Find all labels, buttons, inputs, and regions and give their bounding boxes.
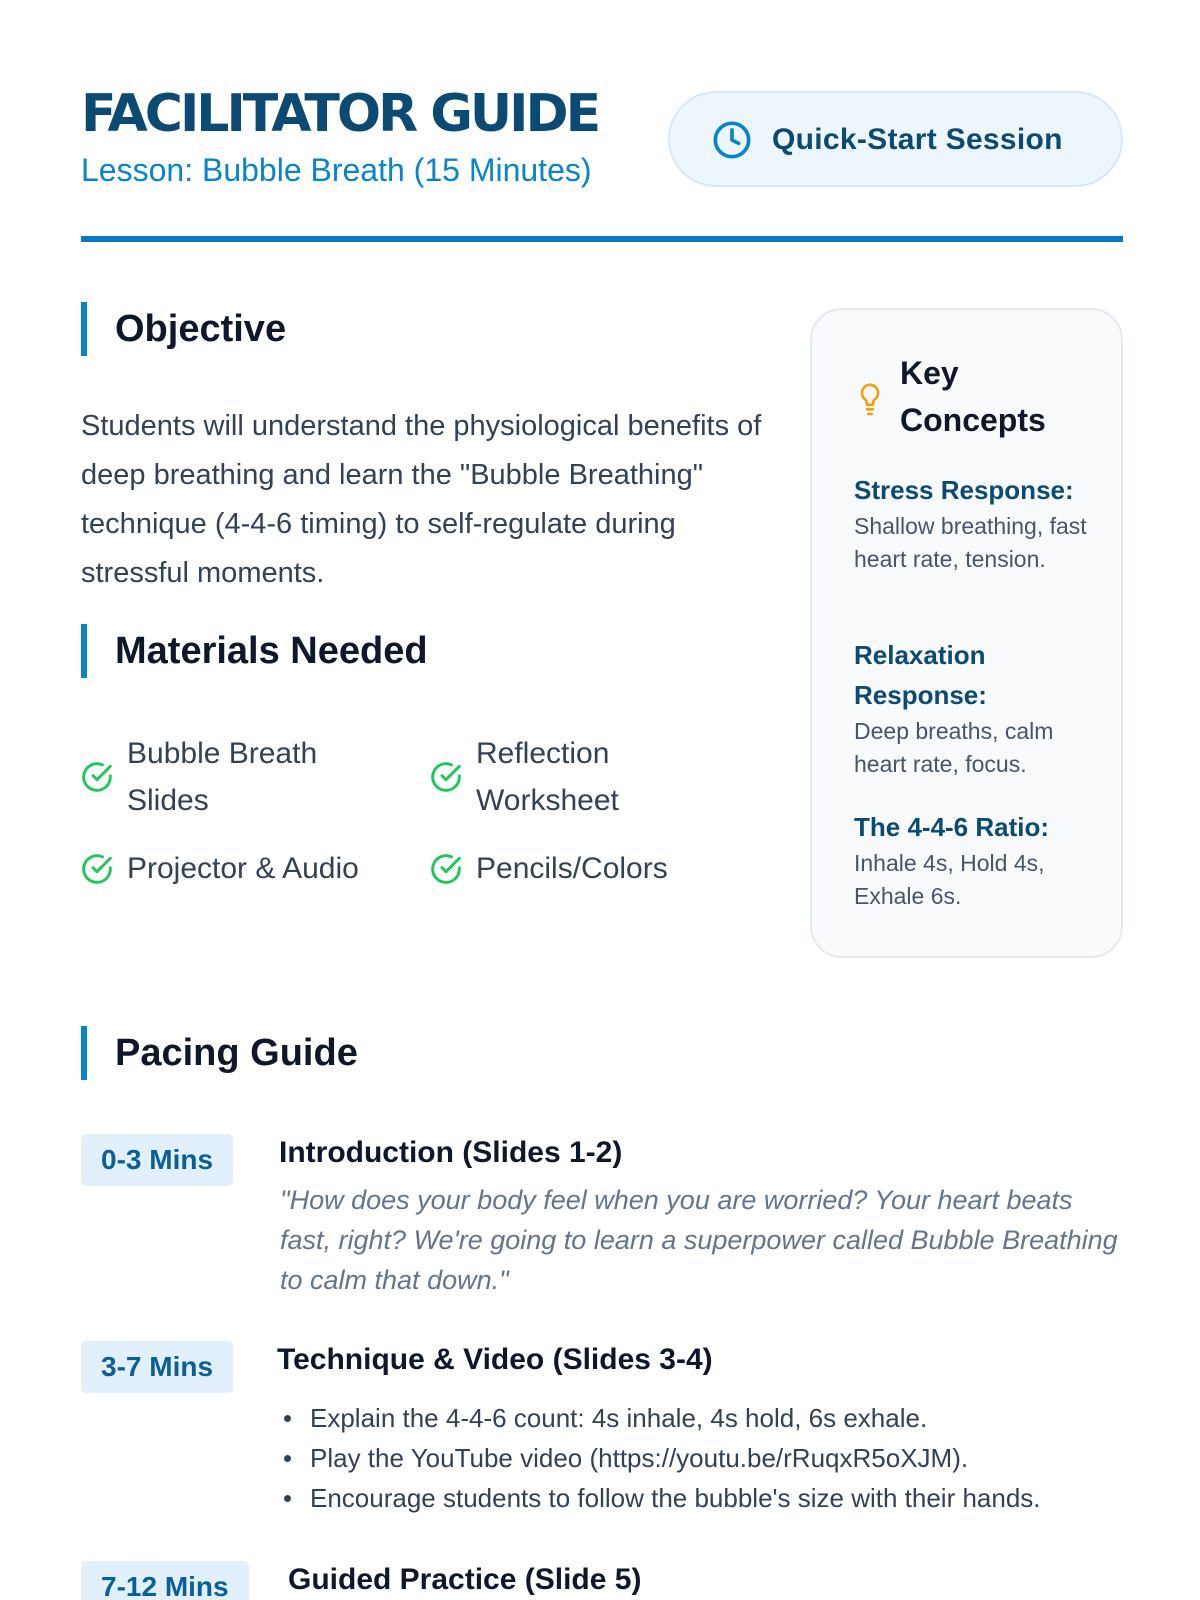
check-circle-icon — [81, 853, 113, 885]
list-item: Explain the 4-4-6 count: 4s inhale, 4s hold, 6s exhale. — [282, 1398, 1142, 1438]
key-concepts-card — [810, 308, 1123, 958]
list-item: Encourage students to follow the bubble's size with their hands. — [282, 1478, 1142, 1518]
quick-start-session-button[interactable] — [668, 91, 1123, 187]
key-concepts-title: Key Concepts — [900, 355, 1046, 438]
material-label: Projector & Audio — [127, 852, 359, 885]
concept-item — [854, 635, 1104, 781]
time-badge: 0-3 Mins — [81, 1134, 233, 1186]
check-circle-icon — [430, 853, 462, 885]
page-header — [81, 86, 1123, 242]
material-label: Pencils/Colors — [476, 852, 668, 885]
concept-item — [854, 470, 1104, 576]
material-item — [81, 845, 411, 892]
time-badge: 7-12 Mins — [81, 1561, 249, 1600]
concept-term: Relaxation Response: — [854, 640, 987, 710]
quick-start-session-label: Quick-Start Session — [772, 123, 1063, 156]
pacing-heading: Pacing Guide — [81, 1026, 358, 1080]
step-quote: "How does your body feel when you are worried? Your heart beats fast, right? We're going to learn a superpower called Bubble Breathing to calm that down." — [280, 1185, 1118, 1295]
step-bullet-list — [282, 1398, 1142, 1518]
concept-term: Stress Response: — [854, 475, 1074, 505]
concept-item — [854, 807, 1104, 913]
page-title: FACILITATOR GUIDE — [81, 84, 599, 144]
check-circle-icon — [430, 761, 462, 793]
clock-icon — [712, 120, 752, 160]
concept-definition: Inhale 4s, Hold 4s, Exhale 6s. — [854, 850, 1045, 909]
step-title: Guided Practice (Slide 5) — [288, 1563, 642, 1596]
material-item — [430, 730, 730, 824]
concept-term: The 4-4-6 Ratio: — [854, 812, 1050, 842]
step-title: Technique & Video (Slides 3-4) — [277, 1343, 713, 1376]
concept-definition: Deep breaths, calm heart rate, focus. — [854, 718, 1054, 777]
lightbulb-icon — [856, 382, 884, 418]
materials-heading: Materials Needed — [81, 624, 428, 678]
lesson-subtitle: Lesson: Bubble Breath (15 Minutes) — [81, 152, 592, 188]
time-badge: 3-7 Mins — [81, 1341, 233, 1393]
list-item: Play the YouTube video (https://youtu.be/rRuqxR5oXJM). — [282, 1438, 1142, 1478]
objective-heading: Objective — [81, 302, 286, 356]
check-circle-icon — [81, 761, 113, 793]
material-item — [430, 845, 760, 892]
objective-text: Students will understand the physiological benefits of deep breathing and learn the "Bubble Breathing" technique (4-4-6 timing) to self-regulate during stressful moments. — [81, 410, 762, 589]
material-label: Reflection Worksheet — [476, 737, 619, 817]
material-item — [81, 730, 381, 824]
step-title: Introduction (Slides 1-2) — [279, 1136, 623, 1169]
material-label: Bubble Breath Slides — [127, 737, 318, 817]
concept-definition: Shallow breathing, fast heart rate, tension. — [854, 513, 1087, 572]
